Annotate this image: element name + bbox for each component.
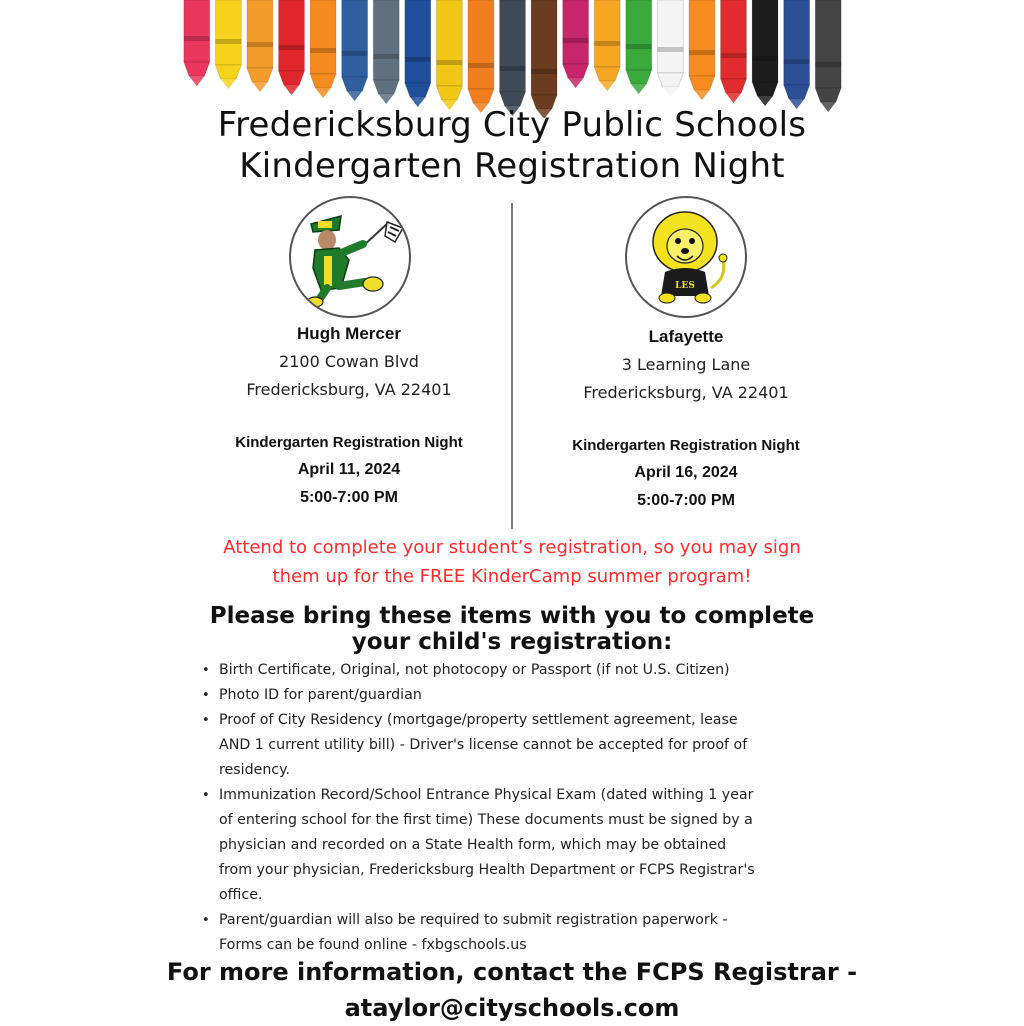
event-details (521, 433, 851, 515)
school-address-line-2: Fredericksburg, VA 22401 (583, 383, 789, 402)
crayon-icon (279, 0, 305, 95)
requirement-item (200, 908, 820, 958)
requirement-text-line: Immunization Record/School Entrance Physical Exam (dated withing 1 year (219, 787, 754, 803)
crayon-icon (310, 0, 336, 98)
requirements-list (200, 658, 820, 958)
crayon-icon (342, 0, 368, 101)
requirement-item (200, 683, 820, 708)
crayon-icon (752, 0, 778, 106)
crayon-icon (500, 0, 526, 116)
crayon-icon (531, 0, 557, 118)
requirement-text-line: residency. (219, 762, 290, 778)
school-address-line-1: 3 Learning Lane (621, 355, 751, 374)
lafayette-lion-mascot-icon (625, 196, 747, 318)
requirement-text-line: from your physician, Fredericksburg Health Department or FCPS Registrar's (219, 862, 755, 878)
contact-email: ataylor@cityschools.com (344, 994, 680, 1022)
requirement-item (200, 783, 820, 908)
requirement-item (200, 708, 820, 783)
bring-heading-line-1: Please bring these items with you to complete (209, 603, 815, 629)
crayon-icon (373, 0, 399, 104)
requirement-text-line: Birth Certificate, Original, not photocopy or Passport (if not U.S. Citizen) (219, 662, 730, 678)
bullet-icon: • (202, 713, 210, 728)
event-date: April 16, 2024 (634, 464, 738, 481)
event-label: Kindergarten Registration Night (235, 434, 463, 451)
event-time: 5:00-7:00 PM (637, 492, 735, 509)
requirement-text-line: office. (219, 887, 263, 903)
school-address-line-1: 2100 Cowan Blvd (279, 352, 419, 371)
event-details (184, 430, 514, 512)
bring-heading-line-2: your child's registration: (351, 629, 673, 655)
requirement-text-line: AND 1 current utility bill) - Driver's license cannot be accepted for proof of (219, 737, 748, 753)
crayon-icon (563, 0, 589, 88)
crayon-icon (436, 0, 462, 110)
crayon-icon (815, 0, 841, 112)
requirement-text-line: Proof of City Residency (mortgage/property settlement agreement, lease (219, 712, 738, 728)
crayon-icon (689, 0, 715, 100)
school-name: Lafayette (648, 327, 724, 346)
page-title-line-1: Fredericksburg City Public Schools (217, 105, 807, 145)
event-date: April 11, 2024 (297, 461, 401, 478)
crayon-row-illustration (181, 0, 844, 118)
bullet-icon: • (202, 788, 210, 803)
school-card-hugh-mercer (184, 320, 514, 512)
notice-line-1: Attend to complete your student’s registration, so you may sign (223, 537, 801, 558)
requirement-text-line: physician and recorded on a State Health form, which may be obtained (219, 837, 727, 853)
notice-line-2: them up for the FREE KinderCamp summer program! (272, 566, 752, 587)
crayon-icon (784, 0, 810, 109)
event-label: Kindergarten Registration Night (572, 437, 800, 454)
requirement-item (200, 658, 820, 683)
contact-line-1: For more information, contact the FCPS Registrar - (166, 958, 858, 986)
crayon-icon (247, 0, 273, 92)
school-card-lafayette (521, 323, 851, 515)
crayon-icon (594, 0, 620, 91)
crayon-banner (181, 0, 844, 118)
event-time: 5:00-7:00 PM (300, 489, 398, 506)
kindercamp-notice (180, 533, 844, 591)
school-name: Hugh Mercer (297, 324, 401, 343)
bring-items-heading (180, 603, 844, 655)
requirement-text-line: of entering school for the first time) These documents must be signed by a (219, 812, 753, 828)
bullet-icon: • (202, 688, 210, 703)
requirement-text-line: Parent/guardian will also be required to submit registration paperwork - (219, 912, 728, 928)
hugh-mercer-mascot-icon (289, 196, 411, 318)
crayon-icon (468, 0, 494, 113)
crayon-icon (405, 0, 431, 107)
bullet-icon: • (202, 663, 210, 678)
crayon-icon (626, 0, 652, 94)
bullet-icon: • (202, 913, 210, 928)
crayon-icon (215, 0, 241, 89)
crayon-icon (184, 0, 210, 86)
requirement-text-line: Forms can be found online - fxbgschools.us (219, 937, 527, 953)
page-title-line-2: Kindergarten Registration Night (239, 146, 785, 186)
crayon-icon (657, 0, 683, 97)
crayon-icon (721, 0, 747, 103)
lafayette-mascot-shirt-label: LES (675, 281, 695, 291)
school-address-line-2: Fredericksburg, VA 22401 (246, 380, 452, 399)
requirement-text-line: Photo ID for parent/guardian (219, 687, 422, 703)
